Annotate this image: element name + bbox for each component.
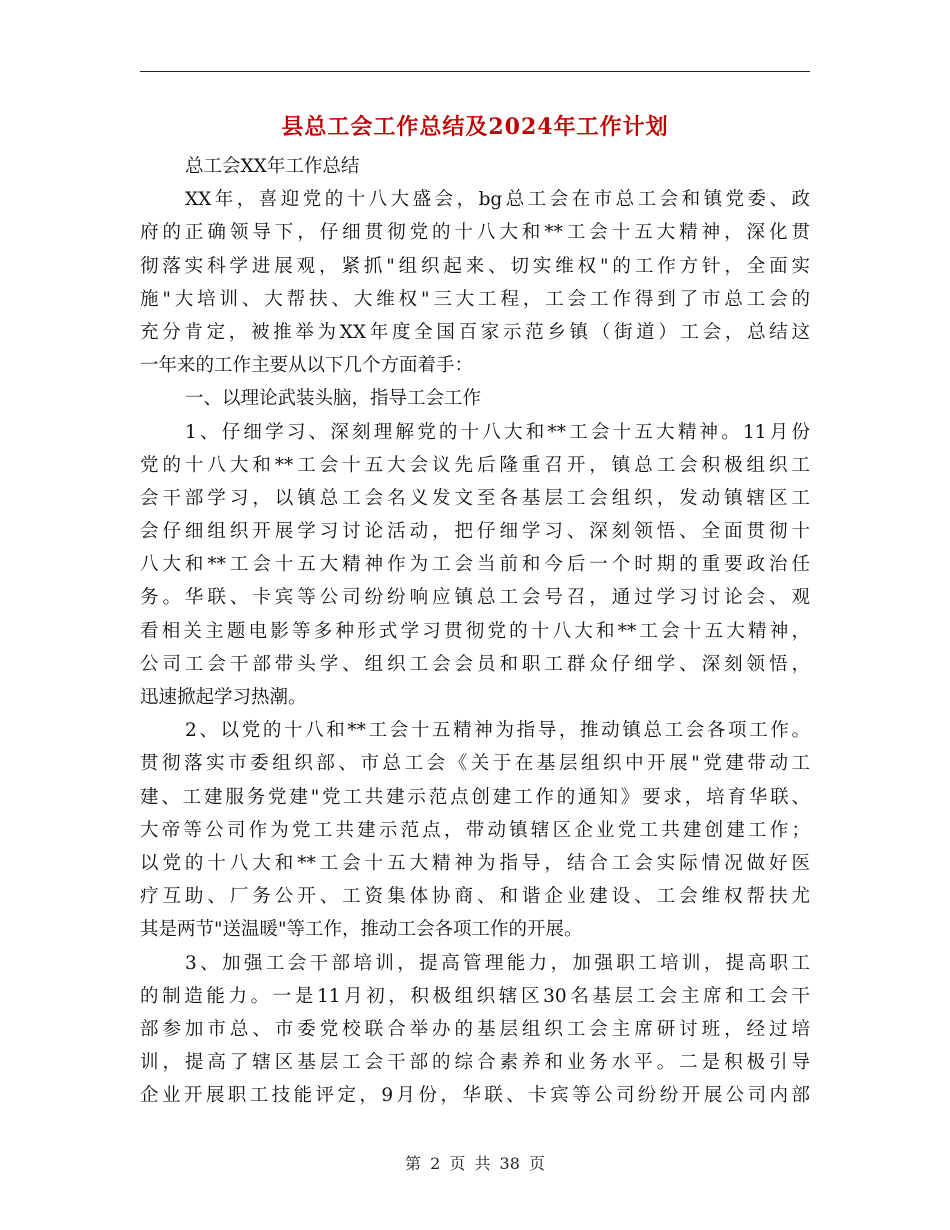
paragraph-line: 施"大培训、大帮扶、大维权"三大工程，工会工作得到了市总工会的	[140, 288, 810, 310]
paragraph-line: 八大和**工会十五大精神作为工会当前和今后一个时期的重要政治任	[140, 554, 810, 576]
paragraph-line: 以党的十八大和**工会十五大精神为指导，结合工会实际情况做好医	[140, 852, 810, 874]
paragraph-line: 党的十八大和**工会十五大会议先后隆重召开，镇总工会积极组织工	[140, 454, 810, 476]
paragraph-line: 公司工会干部带头学、组织工会会员和职工群众仔细学、深刻领悟，	[140, 653, 810, 675]
paragraph-line: 疗互助、厂务公开、工资集体协商、和谐企业建设、工会维权帮扶尤	[140, 886, 810, 908]
paragraph-line: 其是两节"送温暖"等工作，推动工会各项工作的开展。	[140, 919, 583, 941]
paragraph-line: 大帝等公司作为党工共建示范点，带动镇辖区企业党工共建创建工作；	[140, 819, 810, 841]
paragraph-line: 会干部学习，以镇总工会名义发文至各基层工会组织，发动镇辖区工	[140, 487, 810, 509]
paragraph-line: 企业开展职工技能评定，9月份，华联、卡宾等公司纷纷开展公司内部	[140, 1085, 810, 1107]
paragraph-line: 部参加市总、市委党校联合举办的基层组织工会主席研讨班，经过培	[140, 1018, 810, 1040]
paragraph-line: 看相关主题电影等多种形式学习贯彻党的十八大和**工会十五大精神，	[140, 620, 810, 642]
paragraph-line: 的制造能力。一是11月初，积极组织辖区30名基层工会主席和工会干	[140, 985, 810, 1007]
paragraph-line: 2、以党的十八和**工会十五精神为指导，推动镇总工会各项工作。	[185, 720, 810, 742]
paragraph-line: 彻落实科学进展观，紧抓"组织起来、切实维权"的工作方针，全面实	[140, 255, 810, 277]
page-number: 第 2 页 共 38 页	[405, 1154, 545, 1173]
paragraph-line: 贯彻落实市委组织部、市总工会《关于在基层组织中开展"党建带动工	[140, 753, 810, 775]
document-title: 县总工会工作总结及2024年工作计划	[281, 114, 669, 140]
document-body	[140, 150, 810, 1112]
paragraph-line: 训，提高了辖区基层工会干部的综合素养和业务水平。二是积极引导	[140, 1052, 810, 1074]
paragraph-line: 充分肯定，被推举为XX年度全国百家示范乡镇（街道）工会，总结这	[140, 321, 810, 343]
paragraph-line: 会仔细组织开展学习讨论活动，把仔细学习、深刻领悟、全面贯彻十	[140, 521, 810, 543]
paragraph-line: 迅速掀起学习热潮。	[140, 687, 307, 708]
paragraph-line: 3、加强工会干部培训，提高管理能力，加强职工培训，提高职工	[185, 952, 810, 974]
paragraph-line: 府的正确领导下，仔细贯彻党的十八大和**工会十五大精神，深化贯	[140, 222, 810, 244]
paragraph-line: 一年来的工作主要从以下几个方面着手：	[140, 355, 474, 377]
paragraph-line: XX年，喜迎党的十八大盛会，bg总工会在市总工会和镇党委、政	[185, 189, 810, 211]
header-rule	[140, 71, 810, 72]
paragraph-line: 总工会XX年工作总结	[185, 156, 360, 177]
paragraph-line: 建、工建服务党建"党工共建示范点创建工作的通知》要求，培育华联、	[140, 786, 810, 808]
paragraph-line: 1、仔细学习、深刻理解党的十八大和**工会十五大精神。11月份	[185, 421, 810, 443]
section-heading: 一、以理论武装头脑，指导工会工作	[185, 388, 482, 410]
paragraph-line: 务。华联、卡宾等公司纷纷响应镇总工会号召，通过学习讨论会、观	[140, 587, 810, 609]
